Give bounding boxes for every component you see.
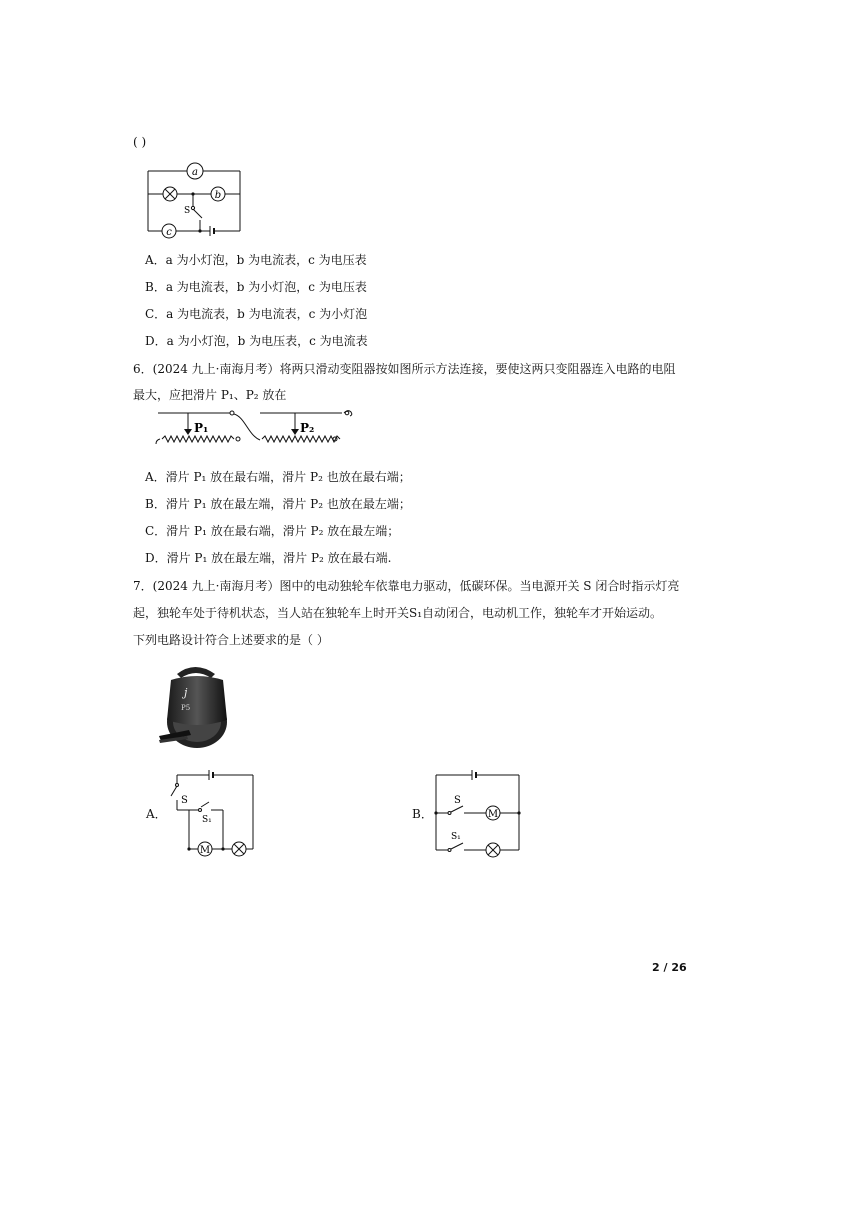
q6-option-b[interactable]: B．滑片 P₁ 放在最左端，滑片 P₂ 也放在最左端； <box>145 497 411 511</box>
q7-stem-line2: 起，独轮车处于待机状态，当人站在独轮车上时开关S₁自动闭合，电动机工作，独轮车才开始运动。 <box>133 606 663 620</box>
q5-answer-paren: ( ) <box>133 135 147 149</box>
q7-stem-line1: 7．(2024 九上·南海月考）图中的电动独轮车依靠电力驱动，低碳环保。当电源开关 S 闭合时指示灯亮 <box>133 579 680 593</box>
q7-stem-line3: 下列电路设计符合上述要求的是（ ） <box>133 633 329 647</box>
q6-stem-line1: 6．(2024 九上·南海月考）将两只滑动变阻器按如图所示方法连接，要使这两只变阻器连入电路的电阻 <box>133 362 676 376</box>
svg-text:j: j <box>184 686 188 699</box>
q7-option-a-label[interactable]: A． <box>146 807 167 821</box>
q7-circuit-a-diagram[interactable] <box>165 770 265 860</box>
q5-option-a[interactable]: A．a 为小灯泡，b 为电流表，c 为电压表 <box>145 253 367 267</box>
circuit-a-motor-label: M <box>199 845 211 856</box>
circuit-b-s-label: S <box>454 795 461 806</box>
q6-rheostat-diagram <box>150 405 365 450</box>
meter-c-label: c <box>166 227 172 238</box>
meter-a-label: a <box>192 167 198 178</box>
page-number: 2 / 26 <box>652 961 687 974</box>
circuit-a-s-label: S <box>181 795 188 806</box>
circuit-b-motor-label: M <box>487 809 499 820</box>
q5-option-c[interactable]: C．a 为电流表，b 为电流表，c 为小灯泡 <box>145 307 368 321</box>
q7-circuit-b-diagram[interactable] <box>430 768 530 858</box>
circuit-a-s1-label: S₁ <box>202 815 212 825</box>
q5-option-d[interactable]: D．a 为小灯泡，b 为电压表，c 为电流表 <box>145 334 368 348</box>
electric-unicycle-photo <box>155 662 243 754</box>
q6-option-d[interactable]: D．滑片 P₁ 放在最左端，滑片 P₂ 放在最右端. <box>145 551 392 565</box>
unicycle-model-label: P5 <box>181 704 191 712</box>
q6-option-a[interactable]: A．滑片 P₁ 放在最右端，滑片 P₂ 也放在最右端； <box>145 470 411 484</box>
q6-stem-line2: 最大，应把滑片 P₁、P₂ 放在 <box>133 388 287 402</box>
q5-circuit-diagram <box>140 160 250 240</box>
p1-label: P₁ <box>194 421 209 435</box>
switch-s-label: S <box>184 206 191 216</box>
q7-option-b-label[interactable]: B． <box>412 807 433 821</box>
p2-label: P₂ <box>300 421 315 435</box>
circuit-b-s1-label: S₁ <box>451 832 461 842</box>
meter-b-label: b <box>214 190 222 201</box>
q5-option-b[interactable]: B．a 为电流表，b 为小灯泡，c 为电压表 <box>145 280 367 294</box>
q6-option-c[interactable]: C．滑片 P₁ 放在最右端，滑片 P₂ 放在最左端； <box>145 524 400 538</box>
